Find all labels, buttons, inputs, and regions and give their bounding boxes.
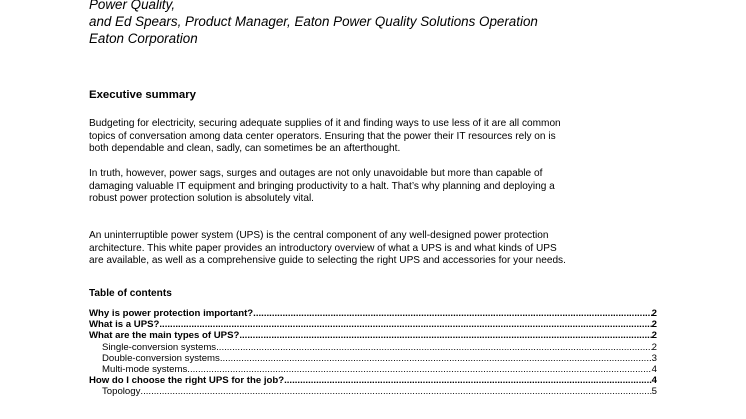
paragraph-line: robust power protection solution is absolutely vital. [89, 193, 314, 204]
paragraph-line: An uninterruptible power system (UPS) is the central component of any well-designed power protection [89, 230, 549, 241]
toc-leader-dots [284, 375, 652, 386]
toc-entry-page: 2 [651, 308, 657, 319]
paragraph-line: topics of conversation among data center operators. Ensuring that the power their IT resources rely on is [89, 130, 556, 142]
toc-entry-title: Multi-mode systems [102, 363, 188, 375]
toc-entry[interactable] [89, 375, 657, 386]
paragraph-line: damaging valuable IT equipment and bringing productivity to a halt. That’s why planning and deploying a [89, 180, 555, 192]
toc-entry[interactable] [89, 330, 657, 341]
toc-entry-title: What are the main types of UPS? [89, 330, 240, 342]
toc-entry[interactable] [89, 364, 657, 375]
paragraph-line: are available, as well as a comprehensive guide to selecting the right UPS and accessories for your needs. [89, 255, 566, 266]
executive-summary-heading: Executive summary [89, 89, 197, 101]
toc-leader-dots [253, 308, 651, 319]
toc-entry-title: Topology [102, 386, 141, 398]
toc-leader-dots [239, 330, 651, 341]
summary-paragraph [89, 168, 679, 206]
toc-entry-page: 2 [651, 319, 657, 331]
toc-heading: Table of contents [89, 288, 172, 299]
toc-entry-title: What is a UPS? [89, 319, 160, 331]
toc-entry[interactable] [89, 308, 657, 319]
toc-entry-title: How do I choose the right UPS for the job? [89, 375, 285, 387]
summary-paragraph [89, 118, 679, 156]
toc-entry-page: 2 [651, 330, 657, 342]
toc-entry[interactable] [89, 342, 657, 353]
toc-entry-page: 3 [651, 352, 657, 364]
toc-leader-dots [140, 386, 651, 397]
author-line: and Ed Spears, Product Manager, Eaton Power Quality Solutions Operation [89, 13, 538, 29]
author-block [89, 0, 538, 47]
toc-leader-dots [220, 353, 652, 364]
toc-leader-dots [187, 364, 651, 375]
paragraph-line: In truth, however, power sags, surges and outages are not only unavoidable but more than capable of [89, 168, 543, 179]
toc-entry-page: 4 [651, 363, 657, 375]
paragraph-line: both dependable and clean, sadly, can sometimes be an afterthought. [89, 143, 401, 154]
toc-entry-page: 2 [651, 341, 657, 353]
toc-entry-title: Double-conversion systems [102, 352, 220, 364]
toc-leader-dots [216, 342, 652, 353]
summary-paragraph [89, 230, 679, 268]
toc-leader-dots [159, 319, 651, 330]
toc-entry-title: Single-conversion systems [102, 341, 217, 353]
author-line: Eaton Corporation [89, 30, 198, 46]
toc-entry[interactable] [89, 319, 657, 330]
toc-entry[interactable] [89, 386, 657, 397]
paragraph-line: Budgeting for electricity, securing adequate supplies of it and finding ways to use less of it are all common [89, 118, 561, 129]
toc-entry-title: Why is power protection important? [89, 308, 254, 319]
author-line: Power Quality, [89, 0, 176, 12]
paragraph-line: architecture. This white paper provides an introductory overview of what a UPS is and what kinds of UPS [89, 242, 557, 254]
toc-entry-page: 5 [651, 386, 657, 398]
toc-entry[interactable] [89, 353, 657, 364]
table-of-contents [89, 308, 657, 398]
toc-entry-page: 4 [651, 375, 657, 387]
